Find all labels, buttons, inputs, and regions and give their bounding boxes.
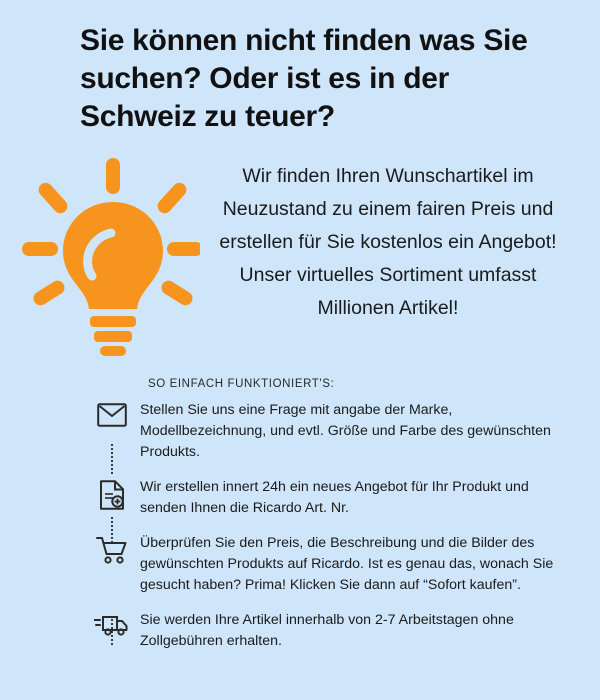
page-title: Sie können nicht finden was Sie suchen? Oder ist es in der Schweiz zu teuer? (80, 24, 528, 133)
steps-list (84, 400, 564, 666)
shopping-cart-icon (84, 533, 140, 564)
envelope-icon (84, 400, 140, 427)
step-text: Wir erstellen innert 24h ein neues Angebot für Ihr Produkt und senden Ihnen die Ricardo Art. Nr. (140, 479, 529, 516)
list-item (84, 610, 564, 652)
intro-paragraph: Wir finden Ihren Wunschartikel im Neuzustand zu einem fairen Preis und erstellen für Sie kostenlos ein Angebot! Unser virtuelles Sortiment umfasst Millionen Artikel! (219, 165, 557, 319)
lightbulb-illustration (22, 158, 200, 358)
document-add-icon (84, 477, 140, 510)
list-item (84, 400, 564, 463)
step-text: Überprüfen Sie den Preis, die Beschreibung und die Bilder des gewünschten Produkts auf Ricardo. Ist es genau das, wonach Sie gesucht haben? Prima! Klicken Sie dann auf “Sofort kaufen”. (140, 535, 554, 593)
lightbulb-icon (22, 158, 200, 358)
list-item (84, 477, 564, 519)
step-text: Stellen Sie uns eine Frage mit angabe der Marke, Modellbezeichnung, und evtl. Größe und Farbe des gewünschten Produkts. (140, 402, 551, 460)
list-item (84, 533, 564, 596)
connector-dots (111, 444, 113, 474)
steps-label: SO EINFACH FUNKTIONIERT'S: (148, 378, 335, 390)
delivery-truck-icon (84, 610, 140, 637)
step-text: Sie werden Ihre Artikel innerhalb von 2-7 Arbeitstagen ohne Zollgebühren erhalten. (140, 612, 514, 649)
